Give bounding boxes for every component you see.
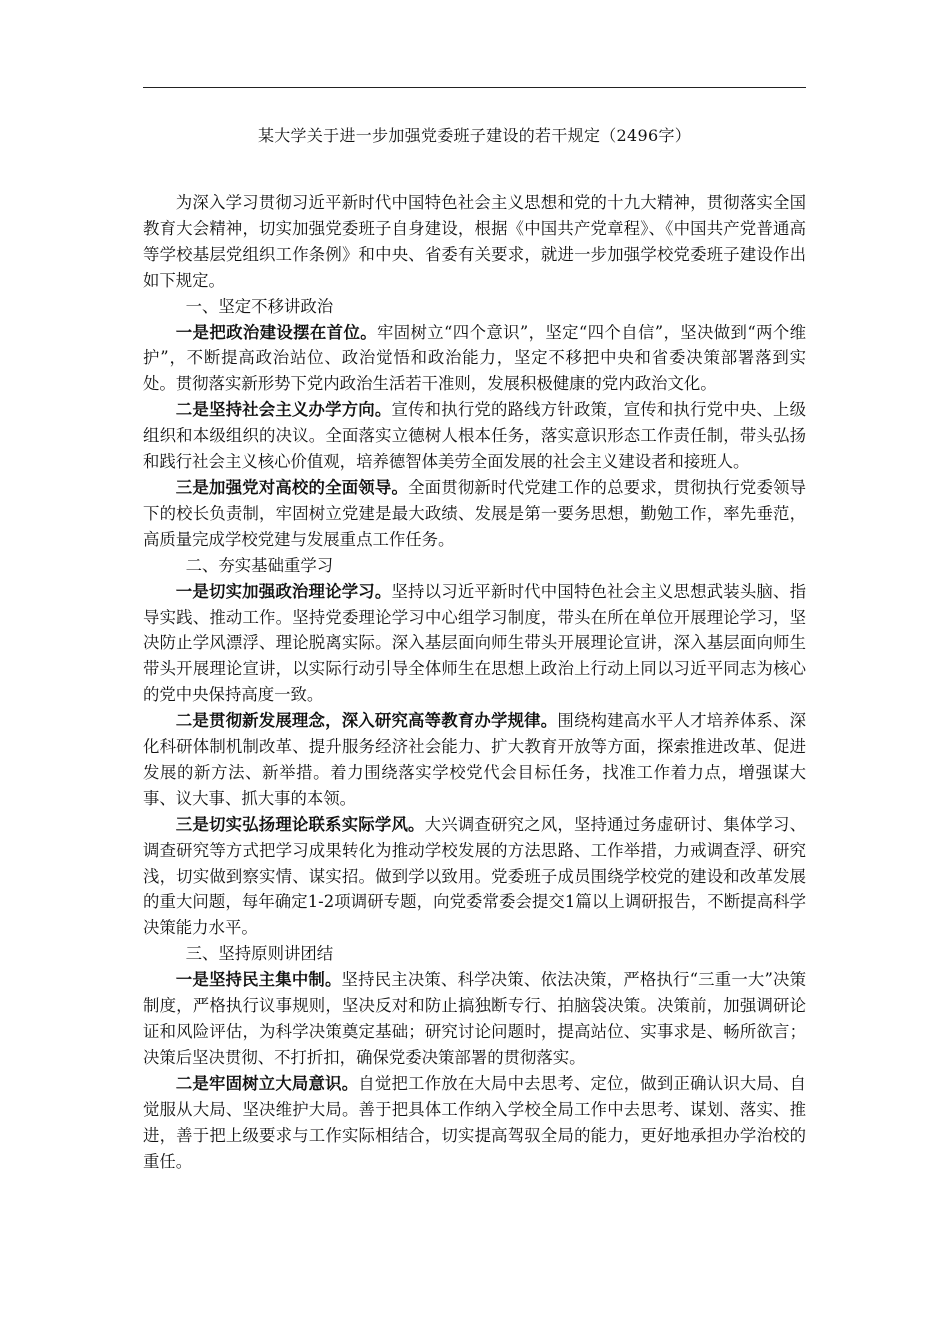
paragraph-lead: 三是加强党对高校的全面领导。 xyxy=(175,477,409,497)
paragraph-lead: 二是牢固树立大局意识。 xyxy=(175,1073,359,1093)
paragraph-text: 宣传和执行党的路线方针政策，宣传和执行党中央、上级组织和本级组织的决议。全面落实立德树人根本任务，落实意识形态工作责任制，带头弘扬和践行社会主义核心价值观，培养德智体美劳全面发展的社会主义建设者和接班人。 xyxy=(143,400,807,472)
section-heading: 三、坚持原则讲团结 xyxy=(185,944,334,964)
paragraph-text: 坚持民主决策、科学决策、依法决策，严格执行“三重一大”决策制度，严格执行议事规则，坚决反对和防止搞独断专行、拍脑袋决策。决策前，加强调研论证和风险评估，为科学决策奠定基础；研究讨论问题时，提高站位、实事求是、畅所欲言；决策后坚决贯彻、不打折扣，确保党委决策部署的贯彻落实。 xyxy=(143,970,806,1067)
document-body xyxy=(143,190,806,1174)
paragraph xyxy=(143,1071,806,1175)
paragraph-text: 牢固树立“四个意识”，坚定“四个自信”，坚决做到“两个维护”，不断提高政治站位、政治觉悟和政治能力，坚定不移把中央和省委决策部署落到实处。贯彻落实新形势下党内政治生活若干准则，发展积极健康的党内政治文化。 xyxy=(143,322,806,394)
paragraph xyxy=(143,579,806,709)
paragraph xyxy=(143,475,806,553)
paragraph-lead: 一是坚持民主集中制。 xyxy=(175,970,342,990)
paragraph xyxy=(143,320,806,398)
header-rule xyxy=(143,87,806,88)
paragraph xyxy=(143,397,806,475)
paragraph-lead: 一是切实加强政治理论学习。 xyxy=(175,581,392,601)
document-title: 某大学关于进一步加强党委班子建设的若干规定（2496字） xyxy=(257,126,692,145)
paragraph xyxy=(143,967,806,1071)
paragraph-text: 大兴调查研究之风，坚持通过务虚研讨、集体学习、调查研究等方式把学习成果转化为推动学校发展的方法思路、工作举措，力戒调查浮、研究浅，切实做到察实情、谋实招。做到学以致用。党委班子成员围绕学校党的建设和改革发展的重大问题，每年确定1-2项调研专题，向党委常委会提交1篇以上调研报告，不断提高科学决策能力水平。 xyxy=(143,814,806,938)
paragraph-text: 自觉把工作放在大局中去思考、定位，做到正确认识大局、自觉服从大局、坚决维护大局。善于把具体工作纳入学校全局工作中去思考、谋划、落实、推进，善于把上级要求与工作实际相结合，切实提高驾驭全局的能力，更好地承担办学治校的重任。 xyxy=(143,1073,806,1171)
section-heading: 二、夯实基础重学习 xyxy=(185,555,334,575)
paragraph xyxy=(143,812,806,942)
paragraph-text: 坚持以习近平新时代中国特色社会主义思想武装头脑、指导实践、推动工作。坚持党委理论学习中心组学习制度，带头在所在单位开展理论学习，坚决防止学风漂浮、理论脱离实际。深入基层面向师生带头开展理论宣讲，深入基层面向师生带头开展理论宣讲，以实际行动引导全体师生在思想上政治上行动上同以习近平同志为核心的党中央保持高度一致。 xyxy=(143,581,807,705)
paragraph-text: 全面贯彻新时代党建工作的总要求，贯彻执行党委领导下的校长负责制，牢固树立党建是最大政绩、发展是第一要务思想，勤勉工作，率先垂范，高质量完成学校党建与发展重点工作任务。 xyxy=(143,477,807,549)
paragraph-lead: 二是贯彻新发展理念，深入研究高等教育办学规律。 xyxy=(175,711,558,731)
paragraph xyxy=(143,708,806,812)
section-heading: 一、坚定不移讲政治 xyxy=(185,296,334,316)
paragraph-lead: 一是把政治建设摆在首位。 xyxy=(175,322,377,342)
paragraph-lead: 二是坚持社会主义办学方向。 xyxy=(175,400,392,420)
paragraph-text: 围绕构建高水平人才培养体系、深化科研体制机制改革、提升服务经济社会能力、扩大教育开放等方面，探索推进改革、促进发展的新方法、新举措。着力围绕落实学校党代会目标任务，找准工作着力点，增强谋大事、议大事、抓大事的本领。 xyxy=(143,711,807,808)
intro-paragraph: 为深入学习贯彻习近平新时代中国特色社会主义思想和党的十九大精神，贯彻落实全国教育大会精神，切实加强党委班子自身建设，根据《中国共产党章程》、《中国共产党普通高等学校基层党组织工作条例》和中央、省委有关要求，就进一步加强学校党委班子建设作出如下规定。 xyxy=(143,193,806,290)
paragraph-lead: 三是切实弘扬理论联系实际学风。 xyxy=(175,814,425,834)
